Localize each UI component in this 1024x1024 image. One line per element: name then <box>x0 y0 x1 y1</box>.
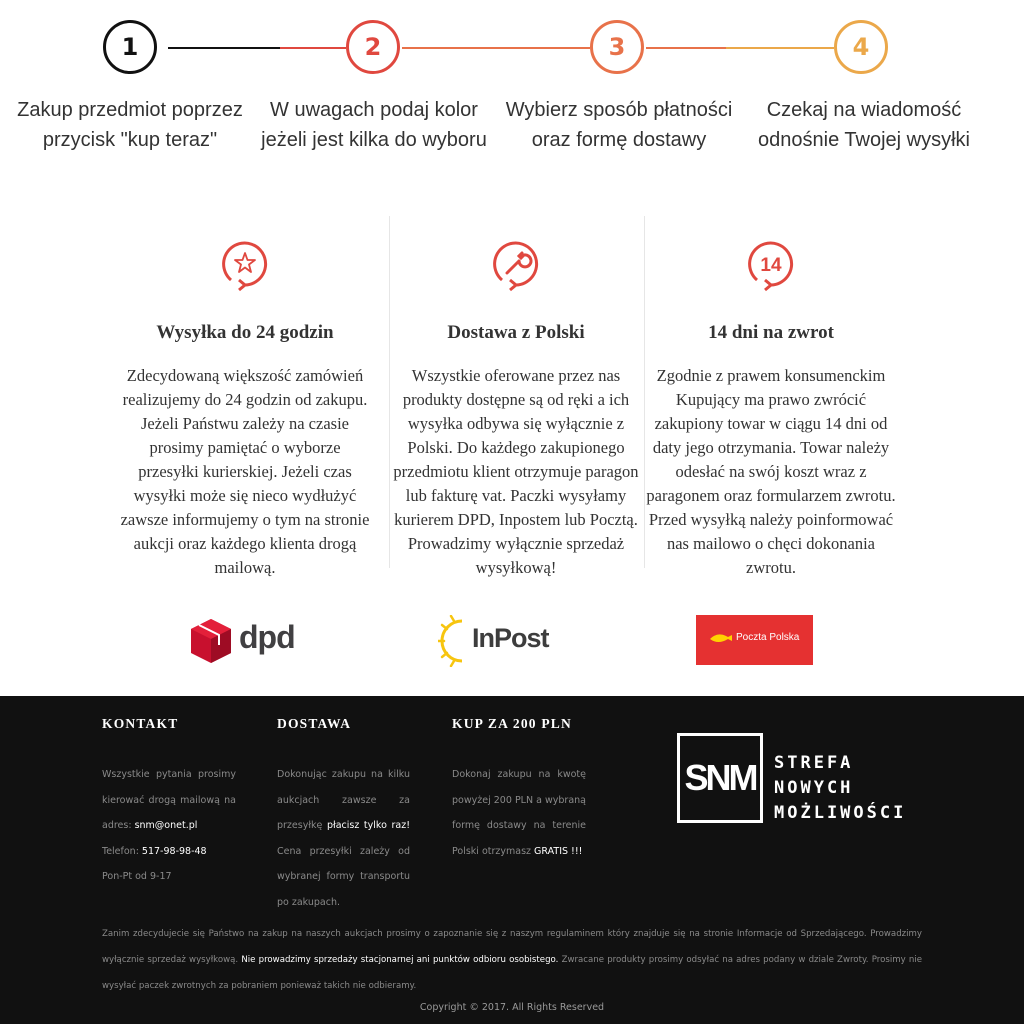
inpost-sun-icon <box>438 615 470 667</box>
footer-kontakt-title: KONTAKT <box>102 716 179 731</box>
step-connector <box>726 47 834 49</box>
kup-text: Dokonaj zakupu na kwotę powyżej 200 PLN a wybraną formę dostawy na terenie Polski otrzymasz <box>452 769 586 857</box>
posthorn-icon <box>708 631 734 645</box>
phone-link[interactable]: 517-98-98-48 <box>141 845 207 857</box>
feature-returns <box>644 236 898 580</box>
note-text-2: Zwracane produkty prosimy odsyłać na adres podany w dziale Zwroty. Prosimy nie wysyłać paczek zwrotnych za pobraniem ponieważ takich nie odbieramy. <box>102 955 922 991</box>
hours-text: Pon-Pt od 9-17 <box>102 871 172 882</box>
step-connector <box>280 47 346 49</box>
feature-title: Dostawa z Polski <box>447 322 585 343</box>
dpd-label: dpd <box>239 619 295 655</box>
feature-body: Zgodnie z prawem konsumenckim Kupujący ma prawo zwrócić zakupiony towar w ciągu 14 dni od daty jego otrzymania. Towar należy odesłać na swój koszt wraz z paragonem oraz formularzem zwrotu. Przed wysyłką należy poinformować nas mailowo o chęci dokonania zwrotu. <box>646 366 896 577</box>
kontakt-text: Wszystkie pytania prosimy kierować drogą mailową na adres: <box>102 769 236 831</box>
step-1-text: Zakup przedmiot poprzez przycisk "kup teraz" <box>17 99 243 151</box>
dpd-cube-icon <box>189 617 233 665</box>
step-4-text: Czekaj na wiadomość odnośnie Twojej wysyłki <box>758 99 970 151</box>
note-text: Zanim zdecydujecie się Państwo na zakup na naszych aukcjach prosimy o zapoznanie się z naszym regulaminem który znajduje się na stronie Informacje od Sprzedającego. Prowadzimy wyłącznie sprzedaż wysyłkową. <box>102 929 922 965</box>
inpost-label: InPost <box>472 623 549 653</box>
snm-logo[interactable]: SNM <box>677 733 763 823</box>
step-4-circle: 4 <box>834 20 888 74</box>
step-connector <box>646 47 726 49</box>
footer <box>0 696 1024 1024</box>
footer-dostawa-title: DOSTAWA <box>277 716 352 731</box>
note-highlight: Nie prowadzimy sprzedaży stacjonarnej ani punktów odbioru osobistego. <box>241 955 559 965</box>
footer-kontakt-body <box>102 762 236 890</box>
inpost-logo <box>438 615 558 671</box>
poczta-polska-logo <box>696 615 813 665</box>
footer-kup-body <box>452 762 586 864</box>
feature-title: Wysyłka do 24 godzin <box>156 322 334 343</box>
footer-note <box>102 921 922 999</box>
dostawa-text: Dokonując zakupu na kilku aukcjach zawsze za przesyłkę <box>277 769 410 831</box>
feature-body: Wszystkie oferowane przez nas produkty dostępne są od ręki a ich wysyłka odbywa się wyłącznie z Polski. Do każdego zakupionego przedmiotu klient otrzymuje paragon lub fakturę vat. Paczki wysyłamy kurierem DPD, Inpostem lub Pocztą. Prowadzimy wyłącznie sprzedaż wysyłkową! <box>393 366 639 577</box>
kup-highlight: GRATIS !!! <box>534 845 583 857</box>
poczta-label: Poczta Polska <box>736 632 800 643</box>
feature-delivery <box>389 236 643 580</box>
phone-label: Telefon: <box>102 845 142 857</box>
dpd-logo <box>189 617 299 667</box>
star-refresh-icon <box>217 236 273 292</box>
step-3-text: Wybierz sposób płatności oraz formę dostawy <box>505 99 733 151</box>
step-2-text: W uwagach podaj kolor jeżeli jest kilka do wyboru <box>261 99 487 151</box>
svg-text:14: 14 <box>760 255 782 276</box>
step-1-circle: 1 <box>103 20 157 74</box>
brand-line-1: STREFA <box>774 753 854 773</box>
copyright: Copyright © 2017. All Rights Reserved <box>419 1002 605 1013</box>
brand-line-3: MOŻLIWOŚCI <box>774 803 907 823</box>
14-refresh-icon <box>743 236 799 292</box>
footer-kup-title: KUP ZA 200 PLN <box>452 716 572 731</box>
brand-line-2: NOWYCH <box>774 778 854 798</box>
feature-title: 14 dni na zwrot <box>708 322 834 343</box>
feature-shipping <box>118 236 372 580</box>
feature-body: Zdecydowaną większość zamówień realizujemy do 24 godzin od zakupu. Jeżeli Państwu zależy na czasie prosimy pamiętać o wyborze przesyłki kurierskiej. Jeżeli czas wysyłki może się nieco wydłużyć zawsze informujemy o tym na stronie aukcji oraz każdego klienta drogą mailową. <box>120 366 370 577</box>
brand-name <box>774 751 906 826</box>
email-link[interactable]: snm@onet.pl <box>134 820 198 831</box>
step-2-circle: 2 <box>346 20 400 74</box>
wrench-refresh-icon <box>488 236 544 292</box>
step-3-circle: 3 <box>590 20 644 74</box>
dostawa-text-2: Cena przesyłki zależy od wybranej formy transportu po zakupach. <box>277 845 410 908</box>
dostawa-highlight: płacisz tylko raz! <box>326 820 411 831</box>
step-connector <box>402 47 590 49</box>
step-connector <box>168 47 280 49</box>
footer-dostawa-body <box>277 762 410 915</box>
